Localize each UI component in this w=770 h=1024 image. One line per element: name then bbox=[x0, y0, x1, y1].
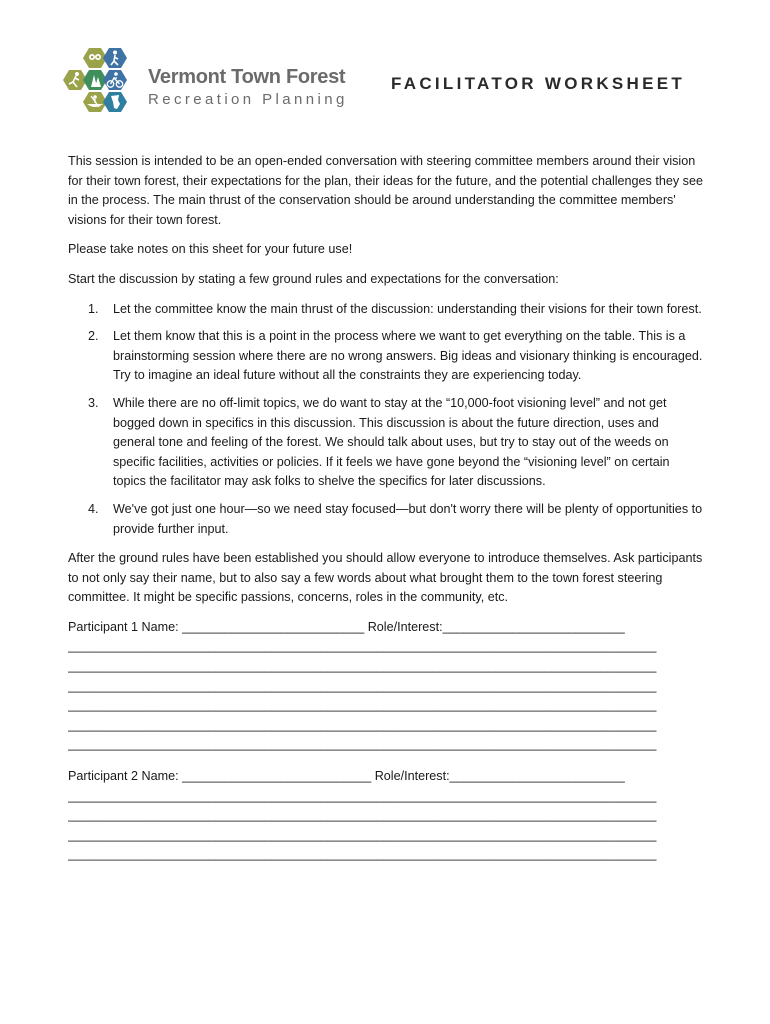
logo-text bbox=[148, 66, 348, 110]
participant-2-name-line[interactable]: Participant 2 Name: ___________________________ Role/Interest:_________________________ bbox=[68, 769, 625, 784]
intro-paragraph: This session is intended to be an open-ended conversation with steering committee members around their vision for their town forest, their expectations for the plan, their ideas for the future, and the potential challenges they see in the process. The main thrust of the conservation should be around understanding the committee members' visions for their town forest. bbox=[68, 154, 703, 227]
notes-line[interactable]: ____________________________________________________________________________________ bbox=[68, 717, 657, 732]
after-rules-paragraph: After the ground rules have been established you should allow everyone to introduce themselves. Ask participants to not only say their name, but to also say a few words about what brought them to the town forest steering committee. It might be specific passions, concerns, roles in the community, etc. bbox=[68, 551, 703, 605]
notes-line[interactable]: ____________________________________________________________________________________ bbox=[68, 788, 657, 803]
list-item-text: We've got just one hour—so we need stay focused—but don't worry there will be plenty of opportunities to provide further input. bbox=[113, 501, 703, 536]
notes-instruction: Please take notes on this sheet for your future use! bbox=[68, 242, 353, 257]
notes-line[interactable]: ____________________________________________________________________________________ bbox=[68, 678, 657, 693]
notes-line[interactable]: ____________________________________________________________________________________ bbox=[68, 808, 657, 823]
header bbox=[56, 44, 716, 140]
notes-line[interactable]: ____________________________________________________________________________________ bbox=[68, 639, 657, 654]
notes-line[interactable]: ____________________________________________________________________________________ bbox=[68, 737, 657, 752]
logo-emblem bbox=[56, 44, 152, 136]
ground-rules-intro: Start the discussion by stating a few ground rules and expectations for the conversation: bbox=[68, 271, 559, 286]
list-number: 1. bbox=[88, 301, 99, 316]
notes-line[interactable]: ____________________________________________________________________________________ bbox=[68, 659, 657, 674]
hiker-icon bbox=[103, 48, 127, 68]
logo-subtitle: Recreation Planning bbox=[148, 91, 348, 108]
cyclist-icon bbox=[103, 70, 127, 90]
list-item-text: Let them know that this is a point in the process where we want to get everything on the table. This is a brainstorming session where there are no wrong answers. Big ideas and visionary thinking is encouraged. Try to imagine an ideal future without all the constraints they are experiencing today. bbox=[113, 329, 703, 383]
list-item bbox=[68, 327, 704, 386]
ground-rules-list bbox=[68, 300, 704, 540]
notes-line[interactable]: ____________________________________________________________________________________ bbox=[68, 827, 657, 842]
notes-line[interactable]: ____________________________________________________________________________________ bbox=[68, 847, 657, 862]
logo-title: Vermont Town Forest bbox=[148, 66, 346, 88]
list-item-text: While there are no off-limit topics, we do want to stay at the “10,000-foot visioning level” and not get bogged down in specifics in this discussion. This discussion is about the future direction, uses and general tone and feeling of the forest. We should talk about uses, but try to stay out of the weeds on specific facilities, activities or policies. If it feels we have gone beyond the “visioning level” on certain topics the facilitator may ask folks to shelve the specifics for later discussions. bbox=[113, 395, 670, 489]
list-item-text: Let the committee know the main thrust of the discussion: understanding their visions for their town forest. bbox=[113, 301, 702, 316]
participant-2-block bbox=[68, 767, 704, 865]
participant-1-name-line[interactable]: Participant 1 Name: __________________________ Role/Interest:__________________________ bbox=[68, 619, 625, 634]
worksheet-body bbox=[68, 152, 704, 877]
list-number: 3. bbox=[88, 395, 99, 410]
list-number: 2. bbox=[88, 329, 99, 344]
notes-line[interactable]: ____________________________________________________________________________________ bbox=[68, 698, 657, 713]
list-item bbox=[68, 394, 704, 492]
vermont-map-icon bbox=[103, 92, 127, 112]
participant-1-block bbox=[68, 618, 704, 755]
list-item bbox=[68, 500, 704, 539]
list-item bbox=[68, 300, 704, 320]
list-number: 4. bbox=[88, 501, 99, 516]
page-title: FACILITATOR WORKSHEET bbox=[391, 74, 686, 93]
